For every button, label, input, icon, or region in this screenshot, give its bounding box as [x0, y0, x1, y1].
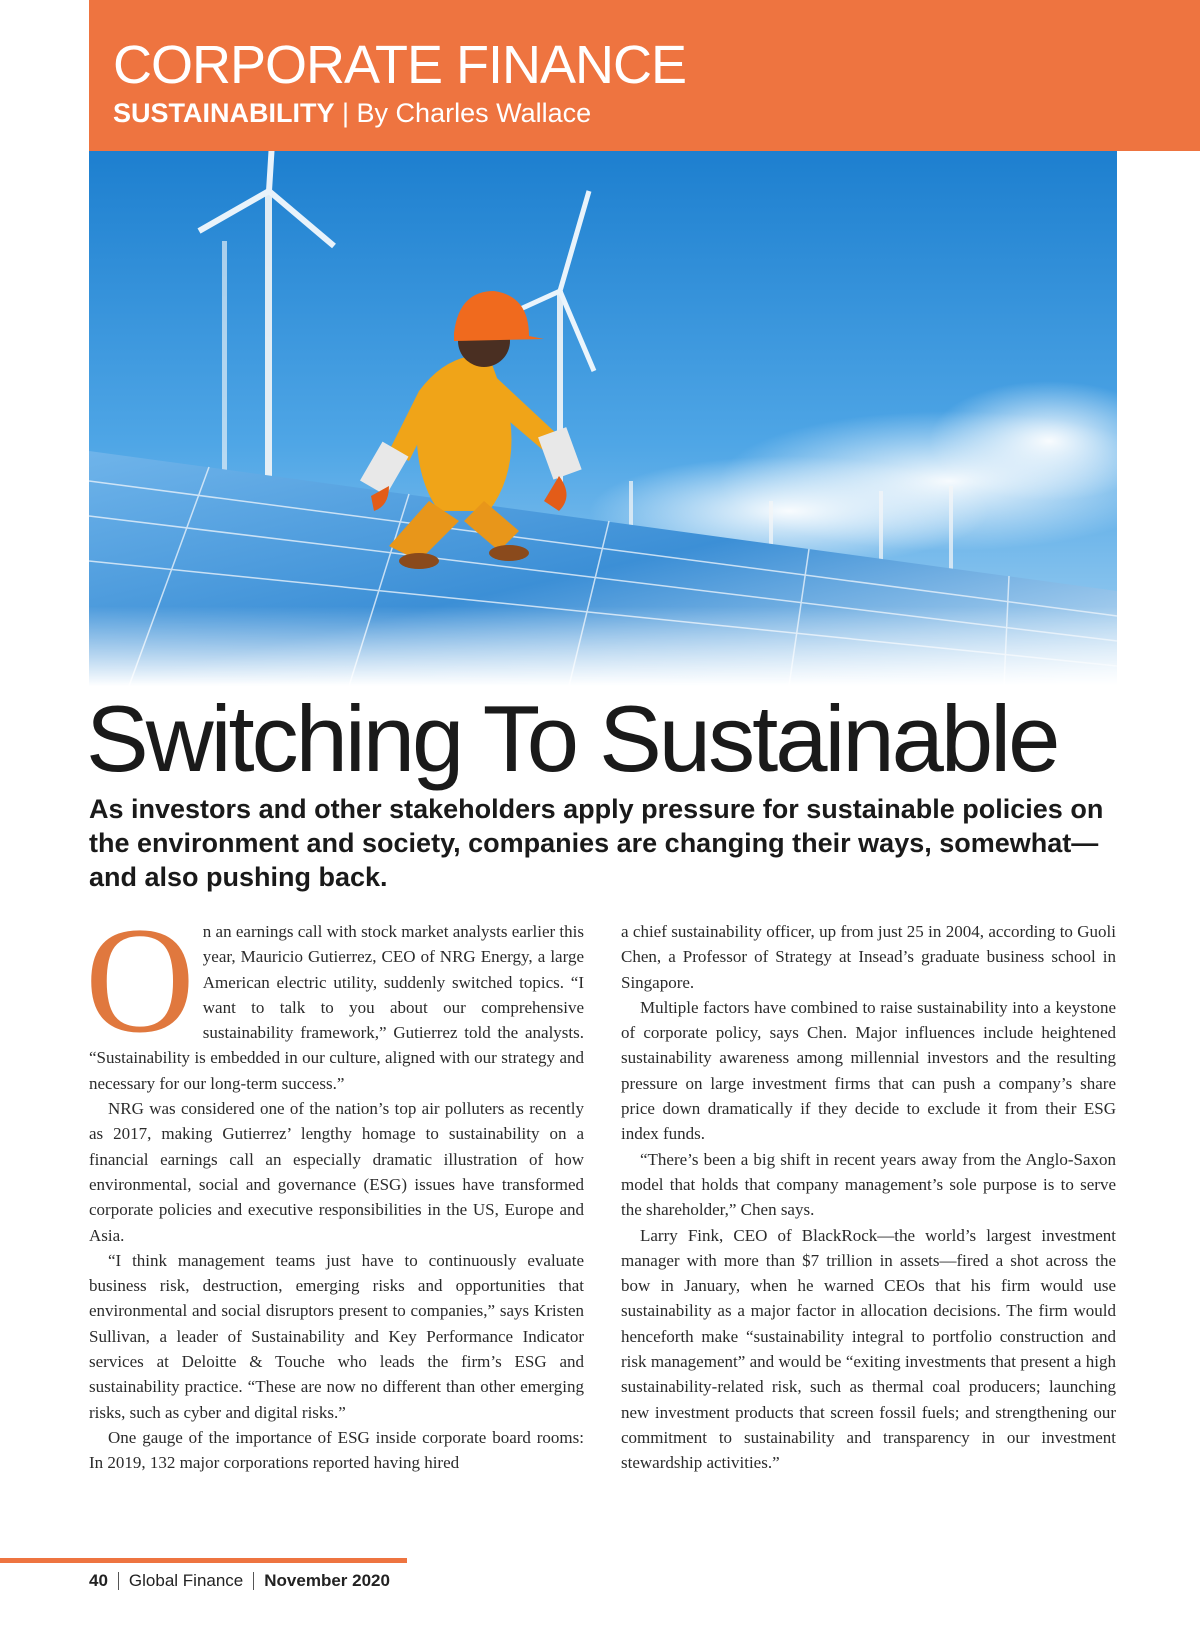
paragraph: Multiple factors have combined to raise sustainability into a keystone of corporate policy, says Chen. Major influences include heightened sustainability awareness among millennial investors and the resulting pressure on large investment firms that can push a company’s share price down dramatically if they decide to exclude it from their ESG index funds. [621, 997, 1116, 1144]
article-headline: Switching To Sustainable [86, 686, 1058, 791]
solar-worker-illustration [89, 151, 1117, 686]
paragraph: One gauge of the importance of ESG inside corporate board rooms: In 2019, 132 major corporations reported having hired [89, 1427, 584, 1473]
paragraph: “There’s been a big shift in recent years away from the Anglo-Saxon model that holds that company management’s sole purpose is to serve the shareholder,” Chen says. [621, 1149, 1116, 1220]
section-subtitle [113, 100, 591, 127]
page-number: 40 [89, 1571, 108, 1590]
footer-divider [118, 1572, 119, 1590]
section-kicker: SUSTAINABILITY [113, 98, 335, 128]
hero-image [89, 151, 1117, 686]
drop-cap: O [85, 896, 195, 1064]
footer-divider [253, 1572, 254, 1590]
article-deck: As investors and other stakeholders apply pressure for sustainable policies on the environment and society, companies are changing their ways, somewhat—and also pushing back. [89, 794, 1104, 892]
section-title: CORPORATE FINANCE [113, 35, 687, 95]
page-footer [89, 1568, 390, 1594]
issue-date: November 2020 [264, 1571, 390, 1590]
publication-name: Global Finance [128, 1571, 244, 1590]
paragraph: NRG was considered one of the nation’s top air polluters as recently as 2017, making Gutierrez’ lengthy homage to sustainability on a financial earnings call an especially dramatic illustration of how environmental, social and governance (ESG) issues have transformed corporate policies and executive responsibilities in the US, Europe and Asia. [89, 1099, 584, 1245]
section-header [89, 0, 1200, 151]
paragraph: a chief sustainability officer, up from just 25 in 2004, according to Guoli Chen, a Professor of Strategy at Insead’s graduate business school in Singapore. [621, 922, 1116, 992]
paragraph: n an earnings call with stock market analysts earlier this year, Mauricio Gutierrez, CEO of NRG Energy, a large American electric utility, suddenly switched topics. “I want to talk to you about our comprehensive sustainability framework,” Gutierrez told the analysts. “Sustainability is embedded in our culture, aligned with our strategy and necessary for our long-term success.” [89, 922, 584, 1093]
right-column [621, 919, 1116, 1476]
left-column [85, 896, 584, 1476]
footer-rule [0, 1558, 407, 1563]
paragraph: “I think management teams just have to continuously evaluate business risk, destruction, emerging risks and opportunities that environmental and social disruptors present to companies,” says Kristen Sullivan, a leader of Sustainability and Key Performance Indicator services at Deloitte & Touche who leads the firm’s ESG and sustainability practice. “These are now no different than other emerging risks, such as cyber and digital risks.” [89, 1250, 584, 1422]
paragraph: Larry Fink, CEO of BlackRock—the world’s largest investment manager with more than $7 trillion in assets—fired a shot across the bow in January, when he warned CEOs that his firm would use sustainability as a major factor in allocation decisions. The firm would henceforth make “sustainability integral to portfolio construction and risk management” and would be “exiting investments that present a high sustainability-related risk, such as thermal coal producers; launching new investment products that screen fossil fuels; and strengthening our commitment to sustainability and transparency in our investment stewardship activities.” [621, 1225, 1116, 1473]
byline: By Charles Wallace [356, 98, 592, 128]
kicker-separator: | [342, 98, 350, 128]
